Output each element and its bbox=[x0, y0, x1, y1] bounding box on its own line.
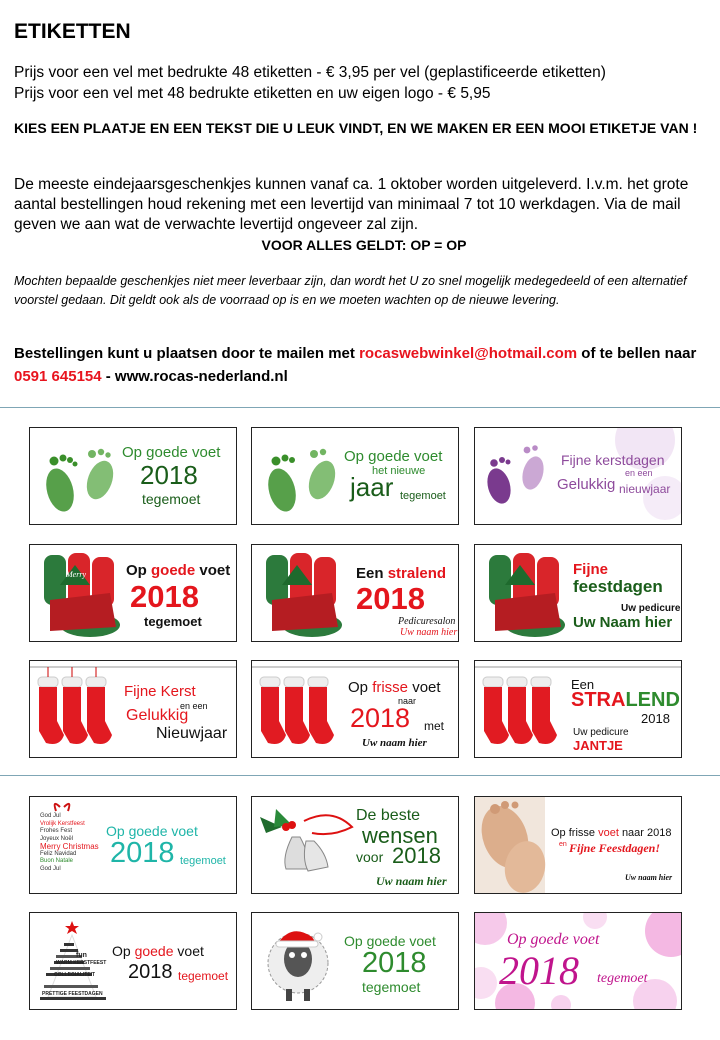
label-text: tegemoet bbox=[400, 490, 446, 502]
label-text: Op goede voet bbox=[126, 562, 231, 579]
label-text: Fijne Feestdagen! bbox=[569, 841, 661, 855]
label-card-sheep[interactable] bbox=[251, 912, 459, 1010]
label-text: naar bbox=[398, 696, 417, 706]
label-text: Op goede voet bbox=[344, 933, 436, 949]
sheep-santa-hat-icon bbox=[252, 913, 458, 1009]
label-text: Gelukkig bbox=[126, 707, 189, 724]
label-text: Op frisse voet bbox=[348, 679, 441, 696]
label-text: Nieuwjaar bbox=[156, 725, 228, 742]
label-text: Op goede voet bbox=[112, 943, 204, 959]
label-card-pink-bubbles[interactable] bbox=[474, 912, 682, 1010]
label-text: Fijne bbox=[573, 561, 609, 578]
stock-notice: VOOR ALLES GELDT: OP = OP bbox=[261, 237, 467, 253]
page-title: ETIKETTEN bbox=[14, 20, 131, 43]
section-divider bbox=[0, 775, 720, 776]
label-text: Fijne kerstdagen bbox=[561, 452, 665, 468]
label-card-socks-feestdagen[interactable] bbox=[474, 544, 682, 642]
label-year: 2018 bbox=[130, 579, 199, 614]
section-divider bbox=[0, 407, 720, 408]
label-text: en een bbox=[180, 701, 208, 711]
label-card-socks-2018[interactable] bbox=[29, 544, 237, 642]
label-text: Een stralend bbox=[356, 565, 447, 582]
order-email-link[interactable]: rocaswebwinkel@hotmail.com bbox=[359, 345, 578, 362]
price-line-logo: Prijs voor een vel met 48 bedrukte etiketten en uw eigen logo - € 5,95 bbox=[14, 85, 491, 102]
label-text: Uw pedicure bbox=[621, 603, 681, 614]
label-text: tegemoet bbox=[144, 614, 202, 629]
label-card-feet-photo[interactable] bbox=[474, 796, 682, 894]
label-year: 2018 bbox=[392, 843, 441, 868]
label-text: voor bbox=[356, 849, 384, 865]
label-text: Op frisse voet naar 2018 bbox=[551, 827, 672, 839]
tree-wordcloud-text: fun WARM KERSTFEEST COLLEGIALITEIT PRETTIGE FEESTDAGEN bbox=[42, 952, 107, 997]
label-year: 2018 bbox=[499, 948, 579, 993]
label-name: JANTJE bbox=[573, 738, 623, 753]
label-name: Uw naam hier bbox=[400, 627, 458, 638]
label-name: Uw naam hier bbox=[625, 873, 673, 882]
label-card-wordcloud-tree[interactable] bbox=[29, 912, 237, 1010]
price-info bbox=[14, 62, 606, 104]
label-text: en een bbox=[625, 468, 653, 478]
label-text: tegemoet bbox=[142, 491, 201, 507]
label-year: 2018 bbox=[362, 947, 427, 979]
label-text: Fijne Kerst bbox=[124, 683, 196, 700]
delivery-text: De meeste eindejaarsgeschenkjes kunnen vanaf ca. 1 oktober worden uitgeleverd. I.v.m. het grote aantal bestellingen houd rekening met een levertijd van minimaal 7 tot 10 werkdagen. Via de mail geven we aan wat de verwachte levertijd ongeveer zal zijn. bbox=[14, 176, 689, 233]
green-footprints-icon bbox=[30, 428, 236, 524]
label-text: Op goede voet bbox=[106, 823, 198, 839]
label-card-wordcloud-gift[interactable] bbox=[29, 796, 237, 894]
order-website[interactable]: - www.rocas-nederland.nl bbox=[101, 368, 288, 385]
label-card-stockings-kerst[interactable] bbox=[29, 660, 237, 758]
label-text: Uw pedicure bbox=[573, 727, 629, 738]
label-card-footprints-2018[interactable] bbox=[29, 427, 237, 525]
label-text: tegemoet bbox=[180, 855, 226, 867]
label-year: 2018 bbox=[140, 460, 198, 490]
order-info bbox=[14, 342, 706, 388]
label-text: feestdagen bbox=[573, 577, 663, 596]
label-year: 2018 bbox=[350, 703, 411, 733]
order-mid: of te bellen naar bbox=[577, 345, 697, 362]
label-text: De beste bbox=[356, 807, 421, 824]
label-text: Op goede voet bbox=[122, 444, 221, 461]
label-text: het nieuwe bbox=[372, 465, 426, 477]
order-prefix: Bestellingen kunt u plaatsen door te mailen met bbox=[14, 345, 360, 362]
label-text: tegemoet bbox=[597, 971, 648, 986]
label-name: Uw naam hier bbox=[376, 874, 447, 888]
delivery-info bbox=[14, 175, 714, 255]
label-text: Op goede voet bbox=[344, 448, 443, 465]
label-text: met bbox=[424, 719, 445, 733]
label-text: tegemoet bbox=[178, 969, 229, 983]
label-text: wensen bbox=[362, 823, 438, 848]
label-text: STRALEND bbox=[571, 689, 680, 711]
label-card-stockings-frisse[interactable] bbox=[251, 660, 459, 758]
label-name: Uw Naam hier bbox=[573, 614, 673, 631]
label-card-footprints-jaar[interactable] bbox=[251, 427, 459, 525]
label-year: 2018 bbox=[641, 711, 670, 726]
price-line: Prijs voor een vel met bedrukte 48 etiketten - € 3,95 per vel (geplastificeerde etiketten) bbox=[14, 64, 606, 81]
availability-note: Mochten bepaalde geschenkjes niet meer leverbaar zijn, dan wordt het U zo snel mogelijk medegedeeld of een alternatief voorstel gedaan. Dit geldt ook als de voorraad op is en we moeten wachten op de nieuwe levering. bbox=[14, 274, 687, 307]
label-text: Een bbox=[571, 677, 595, 692]
svg-text:Merry: Merry bbox=[66, 570, 86, 579]
label-name: Uw naam hier bbox=[362, 737, 427, 749]
label-text: Op goede voet bbox=[507, 931, 600, 948]
label-card-socks-stralend[interactable] bbox=[251, 544, 459, 642]
choose-instruction: KIES EEN PLAATJE EN EEN TEKST DIE U LEUK VINDT, EN WE MAKEN ER EEN MOOI ETIKETJE VAN ! bbox=[14, 120, 698, 136]
label-card-purple-footprints[interactable] bbox=[474, 427, 682, 525]
label-text: Pedicuresalon bbox=[398, 616, 456, 627]
wordcloud-text: God Jul Vrolijk Kerstfeest Frohes Fest Joyeux Noël Merry Christmas Feliz Navidad Buon Natale God Jul bbox=[40, 813, 99, 872]
label-text: Gelukkig bbox=[557, 476, 616, 493]
label-word: jaar bbox=[350, 472, 394, 502]
label-text: nieuwjaar bbox=[619, 482, 671, 496]
order-phone[interactable]: 0591 645154 bbox=[14, 368, 102, 385]
label-card-stockings-stralend[interactable] bbox=[474, 660, 682, 758]
label-year: 2018 bbox=[128, 961, 173, 983]
label-card-bells-wensen[interactable] bbox=[251, 796, 459, 894]
label-text: en bbox=[559, 841, 567, 848]
label-year: 2018 bbox=[110, 837, 175, 869]
label-year: 2018 bbox=[356, 581, 425, 616]
label-text: tegemoet bbox=[362, 979, 421, 995]
